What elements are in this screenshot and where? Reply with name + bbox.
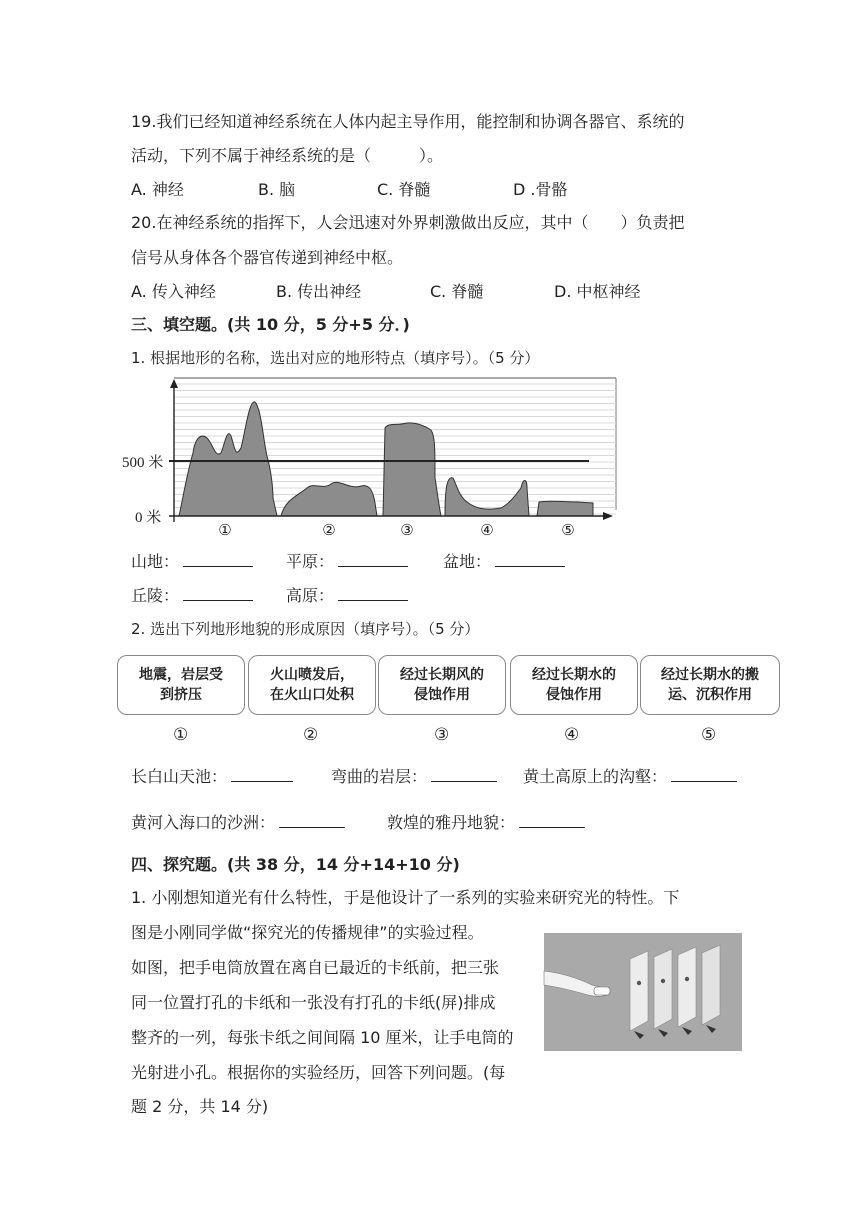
q20-line1: 20.在神经系统的指挥下，人会迅速对外界刺激做出反应，其中（ ）负责把 (131, 213, 685, 232)
terrain-marker-5: ⑤ (561, 521, 575, 539)
answer-tianchi[interactable] (231, 767, 293, 782)
blank-hill (131, 586, 253, 606)
section4-q1-line7: 题 2 分，共 14 分) (131, 1097, 269, 1116)
cause-box-3 (378, 655, 506, 715)
label-loess-gully: 黄土高原上的沟壑： (523, 767, 668, 786)
blank-plateau (286, 586, 408, 606)
answer-mountain[interactable] (183, 552, 253, 567)
blank-folded-strata (331, 767, 497, 787)
cause-text-5: 经过长期水的搬 运、沉积作用 (661, 667, 759, 703)
mountain-terrain (179, 402, 277, 516)
cause-number-5: ⑤ (701, 725, 717, 745)
answer-loess-gully[interactable] (671, 767, 737, 782)
section4-q1-line1: 1. 小刚想知道光有什么特性，于是他设计了一系列的实验来研究光的特性。下 (131, 888, 680, 907)
cause-text-3: 经过长期风的 侵蚀作用 (400, 667, 484, 703)
section3-heading: 三、填空题。(共 10 分，5 分+5 分．) (131, 315, 410, 334)
plain-terrain (281, 482, 377, 516)
q19-option-b: B. 脑 (258, 180, 296, 199)
label-plateau: 高原： (286, 586, 335, 605)
cause-box-5 (640, 655, 780, 715)
terrain-profile-chart (117, 378, 617, 539)
cause-text-2: 火山喷发后， 在火山口处积 (270, 667, 354, 703)
answer-basin[interactable] (495, 552, 565, 567)
label-folded-strata: 弯曲的岩层： (331, 767, 428, 786)
terrain-marker-4: ④ (480, 521, 494, 539)
section3-q2-prompt: 2. 选出下列地形地貌的形成原因（填序号）。（5 分） (131, 620, 480, 638)
q20-option-c: C. 脊髓 (430, 282, 484, 301)
label-tianchi: 长白山天池： (131, 767, 228, 786)
blank-mountain (131, 552, 253, 572)
label-sandbar: 黄河入海口的沙洲： (131, 813, 276, 832)
flashlight (594, 987, 610, 995)
blank-basin (443, 552, 565, 572)
section4-q1-line3: 如图，把手电筒放置在离自已最近的卡纸前，把三张 (131, 958, 500, 977)
label-basin: 盆地： (443, 552, 492, 571)
answer-plain[interactable] (338, 552, 408, 567)
section4-heading: 四、探究题。(共 38 分，14 分+14+10 分) (131, 855, 460, 874)
experiment-photo (544, 933, 742, 1051)
blank-tianchi (131, 767, 293, 787)
blank-plain (286, 552, 408, 572)
y-label-500: 500 米 (122, 455, 164, 471)
answer-sandbar[interactable] (279, 813, 345, 828)
cause-number-2: ② (303, 725, 319, 745)
blank-yardang (387, 813, 585, 833)
cause-box-4 (510, 655, 638, 715)
blank-loess-gully (523, 767, 737, 787)
q19-option-c: C. 脊髓 (377, 180, 431, 199)
answer-hill[interactable] (183, 586, 253, 601)
answer-plateau[interactable] (338, 586, 408, 601)
answer-yardang[interactable] (519, 813, 585, 828)
cause-box-1 (117, 655, 245, 715)
blank-sandbar (131, 813, 345, 833)
hill-terrain (537, 501, 593, 516)
terrain-marker-3: ③ (400, 521, 414, 539)
q19-option-a: A. 神经 (131, 180, 184, 199)
section4-q1-line6: 光射进小孔。根据你的实验经历，回答下列问题。(每 (131, 1063, 506, 1082)
q20-option-d: D. 中枢神经 (554, 282, 641, 301)
section4-q1-line2: 图是小刚同学做“探究光的传播规律”的实验过程。 (131, 923, 484, 942)
cause-number-3: ③ (434, 725, 450, 745)
y-label-0: 0 米 (135, 510, 162, 526)
cause-text-4: 经过长期水的 侵蚀作用 (532, 667, 616, 703)
answer-folded-strata[interactable] (431, 767, 497, 782)
cause-number-1: ① (173, 725, 189, 745)
label-yardang: 敦煌的雅丹地貌： (387, 813, 516, 832)
section4-q1-line5: 整齐的一列，每张卡纸之间间隔 10 厘米，让手电筒的 (131, 1028, 514, 1047)
label-hill: 丘陵： (131, 586, 180, 605)
cause-box-2 (248, 655, 376, 715)
q20-option-a: A. 传入神经 (131, 282, 216, 301)
section3-q1-prompt: 1. 根据地形的名称，选出对应的地形特点（填序号）。（5 分） (131, 349, 540, 367)
x-axis-arrow (603, 512, 613, 520)
q19-line2: 活动，下列不属于神经系统的是（ ）。 (131, 146, 444, 165)
cause-text-1: 地震，岩层受 到挤压 (139, 667, 223, 703)
q19-option-d: D .骨骼 (513, 180, 568, 199)
cause-number-4: ④ (564, 725, 580, 745)
label-plain: 平原： (286, 552, 335, 571)
terrain-marker-1: ① (218, 521, 232, 539)
plateau-terrain (383, 423, 441, 516)
terrain-marker-2: ② (322, 521, 336, 539)
section4-q1-line4: 同一位置打孔的卡纸和一张没有打孔的卡纸(屏)排成 (131, 993, 496, 1012)
q20-line2: 信号从身体各个器官传递到神经中枢。 (131, 248, 404, 267)
q20-option-b: B. 传出神经 (276, 282, 362, 301)
q19-line1: 19.我们已经知道神经系统在人体内起主导作用，能控制和协调各器官、系统的 (131, 112, 685, 131)
basin-terrain (445, 478, 529, 516)
label-mountain: 山地： (131, 552, 180, 571)
